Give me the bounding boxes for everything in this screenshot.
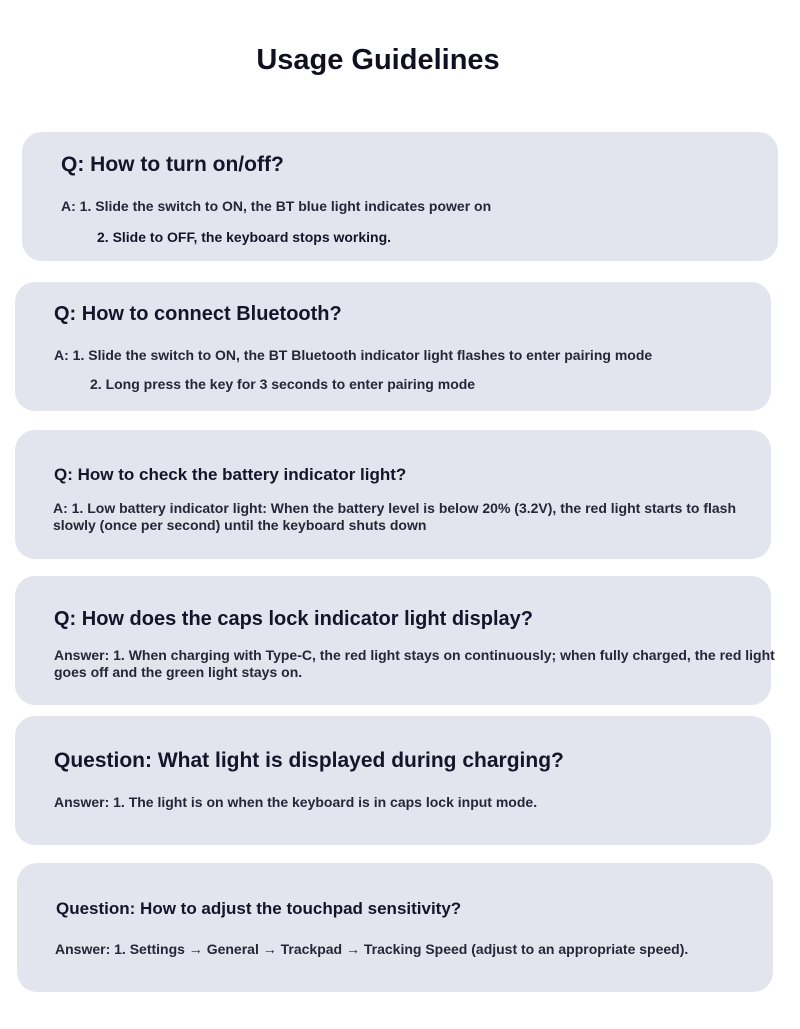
faq-question: Q: How to check the battery indicator light? bbox=[54, 465, 407, 484]
faq-answer-line: Answer: 1. Settings → General → Trackpad → Tracking Speed (adjust to an appropriate speed). bbox=[55, 941, 689, 957]
faq-card-charging bbox=[15, 716, 771, 845]
page-title: Usage Guidelines bbox=[256, 44, 500, 76]
faq-question: Question: What light is displayed during charging? bbox=[54, 749, 564, 772]
faq-answer-line: 2. Long press the key for 3 seconds to enter pairing mode bbox=[90, 376, 476, 392]
faq-card-touchpad bbox=[17, 863, 773, 992]
faq-card-caps-lock bbox=[15, 576, 775, 705]
faq-answer-line: Answer: 1. The light is on when the keyboard is in caps lock input mode. bbox=[54, 794, 538, 810]
faq-question: Q: How to turn on/off? bbox=[61, 153, 284, 176]
faq-answer-line: A: 1. Slide the switch to ON, the BT blue light indicates power on bbox=[61, 198, 492, 214]
faq-answer-line: A: 1. Slide the switch to ON, the BT Bluetooth indicator light flashes to enter pairing mode bbox=[54, 347, 653, 363]
faq-card-bluetooth bbox=[15, 282, 771, 411]
faq-card-power bbox=[22, 132, 778, 261]
faq-answer-line: A: 1. Low battery indicator light: When the battery level is below 20% (3.2V), the red light starts to flash slowly (once per second) until the keyboard shuts down bbox=[53, 500, 737, 533]
faq-question: Q: How to connect Bluetooth? bbox=[54, 303, 342, 325]
faq-question: Q: How does the caps lock indicator light display? bbox=[54, 608, 533, 630]
faq-answer-line: Answer: 1. When charging with Type-C, the red light stays on continuously; when fully charged, the red light goes off and the green light stays on. bbox=[54, 647, 775, 680]
faq-answer-line: 2. Slide to OFF, the keyboard stops working. bbox=[97, 229, 392, 245]
faq-question: Question: How to adjust the touchpad sensitivity? bbox=[56, 899, 462, 918]
faq-card-battery bbox=[15, 430, 771, 559]
